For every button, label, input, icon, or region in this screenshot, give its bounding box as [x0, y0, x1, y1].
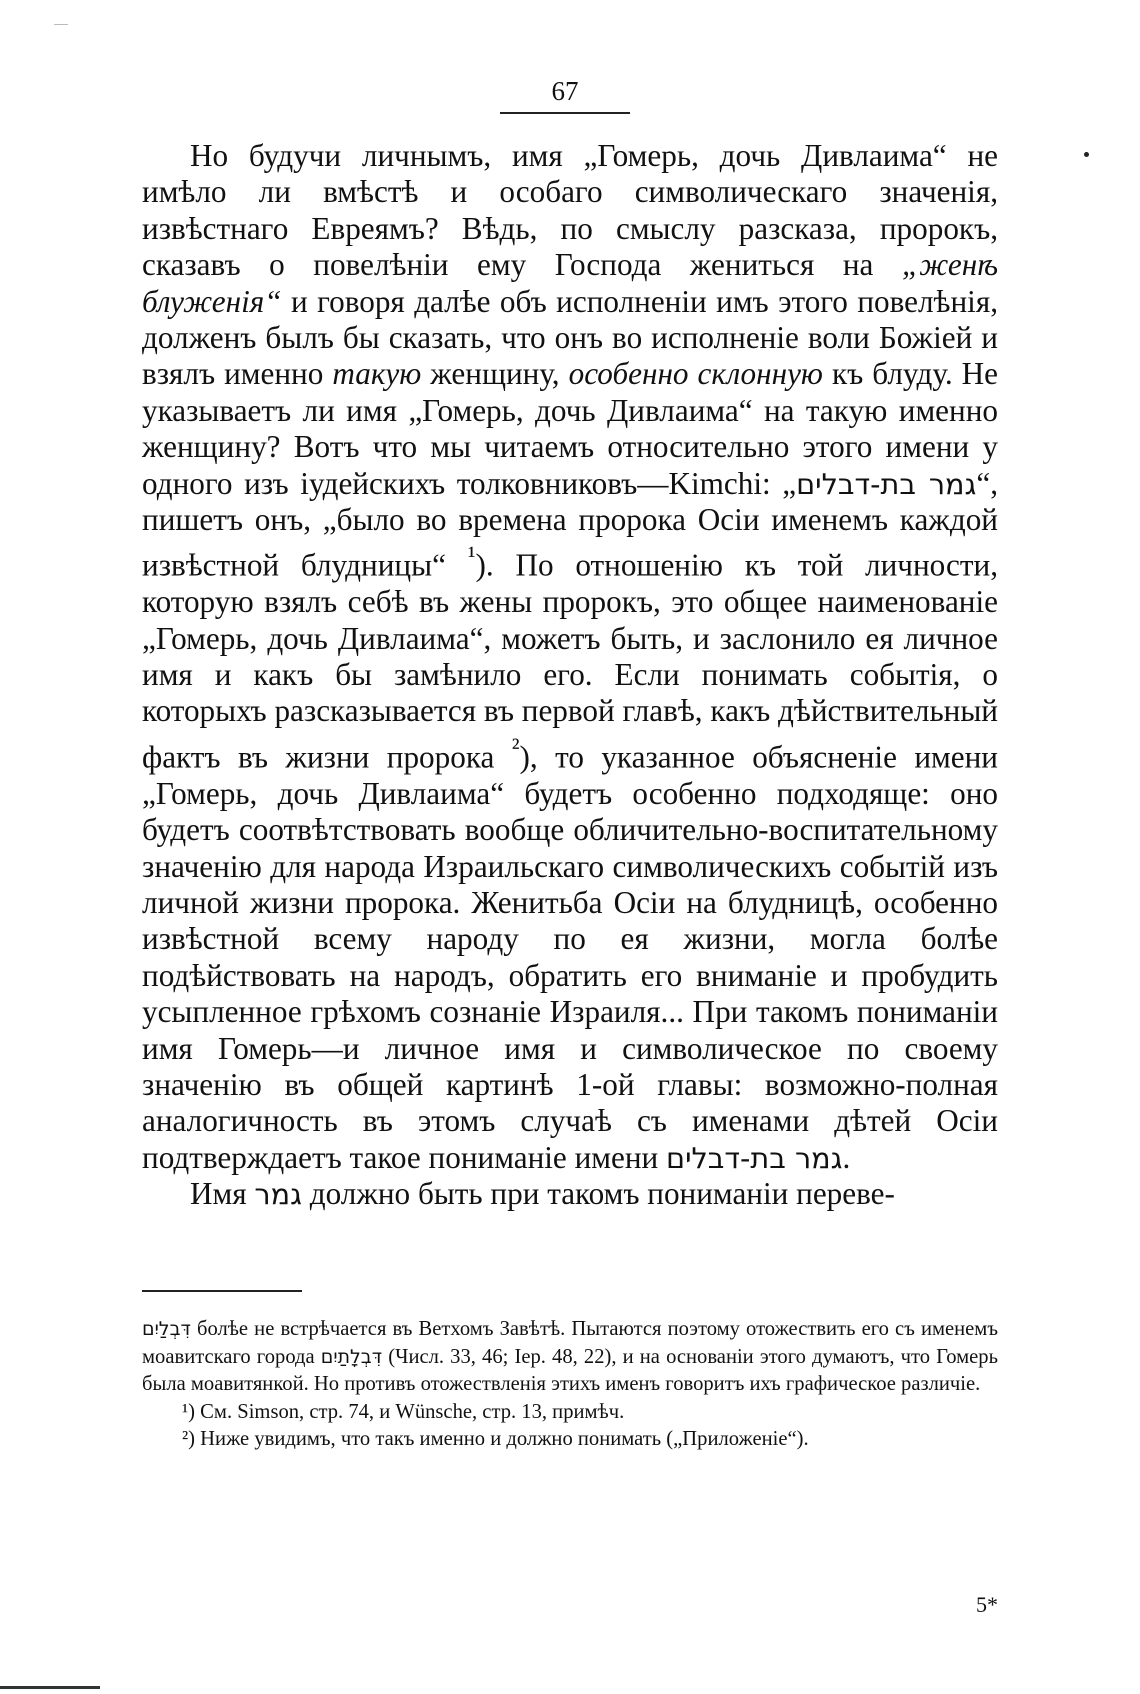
footnote-rule	[142, 1290, 302, 1292]
footnotes	[142, 1316, 998, 1454]
text-run: къ блуду. Не указываетъ ли имя „Гомерь, дочь Дивлаима“ на такую именно женщину? Вотъ что мы читаемъ относительно этого имени у одного изъ іудейскихъ толковниковъ—Kimchi: „	[142, 356, 999, 501]
footnote-2: ²) Ниже увидимъ, что такъ именно и должно понимать („Приложеніе“).	[182, 1428, 809, 1451]
scan-speck	[1084, 152, 1089, 157]
text-run: женщину,	[421, 356, 569, 392]
text-run: и говоря далѣе объ исполненіи имъ этого повелѣнія, долженъ былъ бы сказать, что онъ во исполненіе воли Божіей и взялъ именно	[142, 283, 998, 392]
text-run: болѣе не встрѣчается въ Ветхомъ Завѣтѣ. Пытаются поэтому отожествить его съ именемъ моавитскаго города	[142, 1318, 998, 1368]
signature-mark: 5*	[976, 1592, 998, 1617]
text-run: Но будучи личнымъ, имя „Гомерь, дочь Дивлаима“ не имѣло ли вмѣстѣ и особаго символическаго значенія, извѣстнаго Евреямъ? Вѣдь, по смыслу разсказа, пророкъ, сказавъ о повелѣніи ему Господа жениться на	[142, 138, 998, 283]
text-run: ), то указанное объясненіе имени „Гомерь, дочь Дивлаима“ будетъ особенно подходяще: оно будетъ соотвѣтствовать вообще обличительно-воспитательному значенію для народа Израильскаго символическихъ событій изъ личной жизни пророка. Женитьба Осіи на блудницѣ, особенно извѣстной всему народу по ея жизни, могла болѣе подѣйствовать на народъ, обратить его вниманіе и пробудить усыпленное грѣхомъ сознаніе Израиля... При такомъ пониманіи имя Гомерь—и личное имя и символическое по своему значенію въ общей картинѣ 1-ой главы: возможно-полная аналогичность въ этомъ случаѣ съ именами дѣтей Осіи подтверждаетъ такое пониманіе имени	[142, 739, 998, 1175]
footnote-continuation	[142, 1316, 998, 1399]
text-run: Имя	[190, 1176, 255, 1212]
header-rule	[500, 112, 630, 114]
main-text	[142, 138, 998, 1213]
italic-run: особенно склонную	[568, 356, 823, 392]
text-run: .	[842, 1139, 851, 1175]
footnote-ref-1: ¹	[467, 541, 476, 571]
hebrew-word: גמר בת-דבלים	[666, 1140, 843, 1175]
scan-mark-top	[54, 24, 68, 25]
page-number: 67	[551, 76, 579, 106]
text-run: “, пишетъ онъ, „было во времена пророка Осіи именемъ каждой извѣстной блудницы“	[142, 465, 998, 583]
italic-run: такую	[332, 356, 422, 392]
footnote-1: ¹) См. Simson, стр. 74, и Wünsche, стр. 13, примѣч.	[182, 1400, 625, 1423]
paragraph-1	[142, 138, 998, 1176]
scan-mark-bottom	[0, 1686, 100, 1689]
text-run: (Числ. 33, 46; Іер. 48, 22), и на основаніи этого думаютъ, что Гомерь была моавитянкой. Но противъ отожествленія этихъ именъ говоритъ ихъ графическое различіе.	[142, 1345, 998, 1396]
footnote-ref-2: ²	[511, 732, 520, 762]
text-run: должно быть при такомъ пониманіи переве-	[301, 1176, 895, 1212]
hebrew-word: גמר בת-דבלים	[796, 466, 977, 501]
text-run: ). По отношенію къ той личности, которую взялъ себѣ въ жены пророкъ, это общее наименованіе „Гомерь, дочь Дивлаима“, можетъ быть, и заслонило ея личное имя и какъ бы замѣнило его. Если понимать событія, о которыхъ разсказывается въ первой главѣ, какъ дѣйствительный фактъ въ жизни пророка	[142, 547, 998, 775]
hebrew-word: דִּבְלָתַיִם	[320, 1345, 383, 1368]
hebrew-word: גמר	[254, 1177, 302, 1212]
hebrew-word: דִּבְלַיִם	[142, 1318, 191, 1340]
paragraph-2	[142, 1176, 998, 1212]
italic-run: „женѣ блуженія“	[142, 247, 998, 319]
